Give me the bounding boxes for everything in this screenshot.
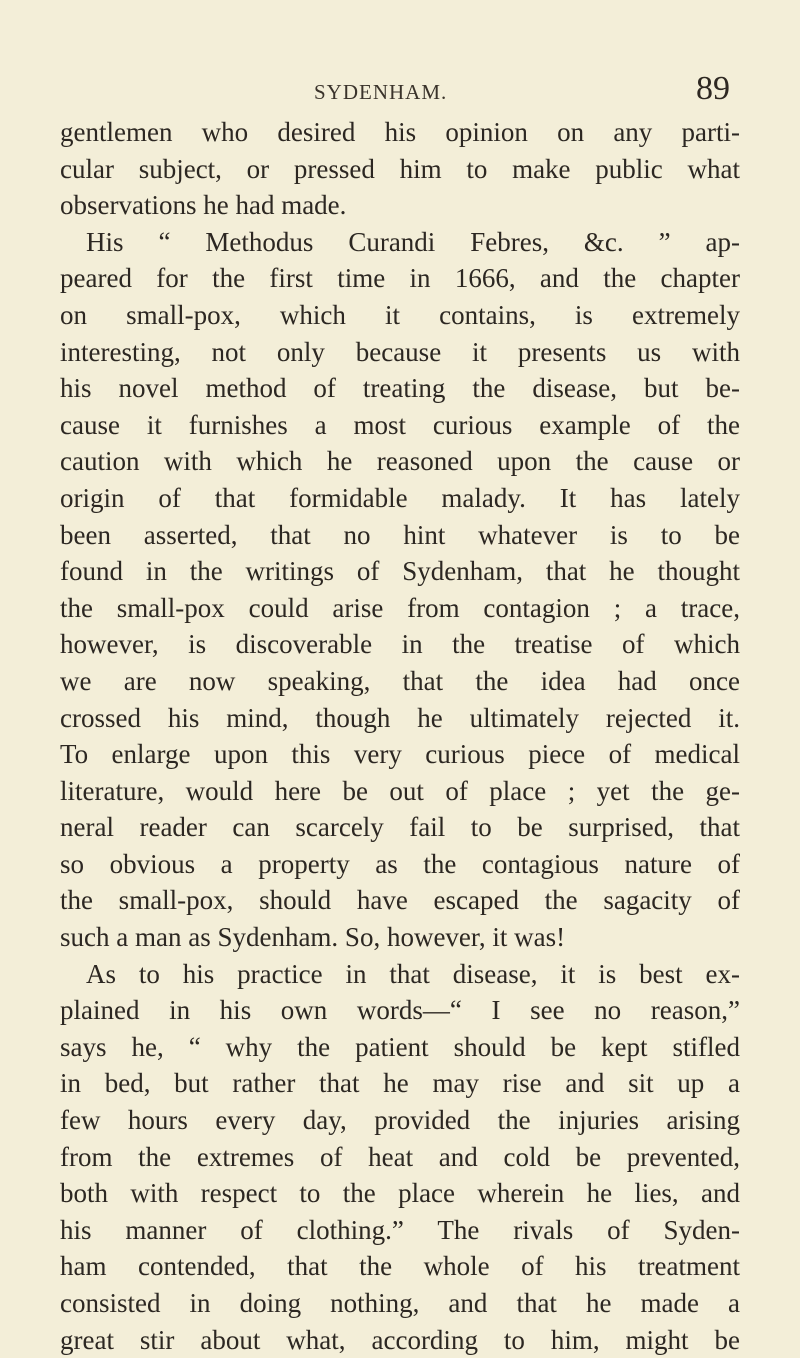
text-line: so obvious a property as the contagious nature of [60, 848, 740, 879]
text-line: from the extremes of heat and cold be prevented, [60, 1141, 740, 1172]
text-line: literature, would here be out of place ; yet the ge- [60, 775, 740, 806]
text-line: observations he had made. [60, 190, 347, 221]
text-line: been asserted, that no hint whatever is to be [60, 519, 740, 550]
text-line: his novel method of treating the disease, but be- [60, 373, 740, 404]
text-line: interesting, not only because it presents us with [60, 336, 740, 367]
text-line: crossed his mind, though he ultimately rejected it. [60, 702, 740, 733]
text-line: on small-pox, which it contains, is extremely [60, 299, 740, 330]
text-line: such a man as Sydenham. So, however, it was! [60, 922, 566, 953]
text-line: found in the writings of Sydenham, that he thought [60, 556, 740, 587]
text-line: the small-pox could arise from contagion ; a trace, [60, 592, 740, 623]
text-line: ham contended, that the whole of his treatment [60, 1251, 740, 1282]
text-line: the small-pox, should have escaped the sagacity of [60, 885, 740, 916]
text-line: cular subject, or pressed him to make public what [60, 153, 740, 184]
body-text [60, 114, 740, 1358]
text-line: gentlemen who desired his opinion on any parti- [60, 117, 740, 147]
text-line: neral reader can scarcely fail to be surprised, that [60, 812, 740, 843]
text-line: we are now speaking, that the idea had once [60, 665, 740, 696]
running-title: SYDENHAM. [314, 80, 448, 104]
text-line: peared for the first time in 1666, and the chapter [60, 263, 740, 294]
text-line: both with respect to the place wherein he lies, and [60, 1178, 740, 1209]
text-line: caution with which he reasoned upon the cause or [60, 446, 740, 477]
page-number: 89 [696, 70, 730, 107]
text-line: few hours every day, provided the injuries arising [60, 1105, 740, 1136]
text-line: cause it furnishes a most curious example of the [60, 409, 740, 440]
text-line: in bed, but rather that he may rise and sit up a [60, 1068, 740, 1099]
text-line: his manner of clothing.” The rivals of Syden- [60, 1214, 740, 1245]
text-line: however, is discoverable in the treatise of which [60, 629, 740, 660]
text-line: says he, “ why the patient should be kept stifled [60, 1031, 740, 1062]
text-line: origin of that formidable malady. It has lately [60, 482, 740, 513]
text-line: plained in his own words—“ I see no reason,” [60, 995, 740, 1026]
text-line: As to his practice in that disease, it is best ex- [86, 958, 740, 989]
text-line: His “ Methodus Curandi Febres, &c. ” ap- [86, 226, 740, 257]
text-line: great stir about what, according to him, might be [60, 1324, 740, 1355]
text-line: To enlarge upon this very curious piece of medical [60, 739, 740, 770]
text-line: consisted in doing nothing, and that he made a [60, 1288, 740, 1318]
